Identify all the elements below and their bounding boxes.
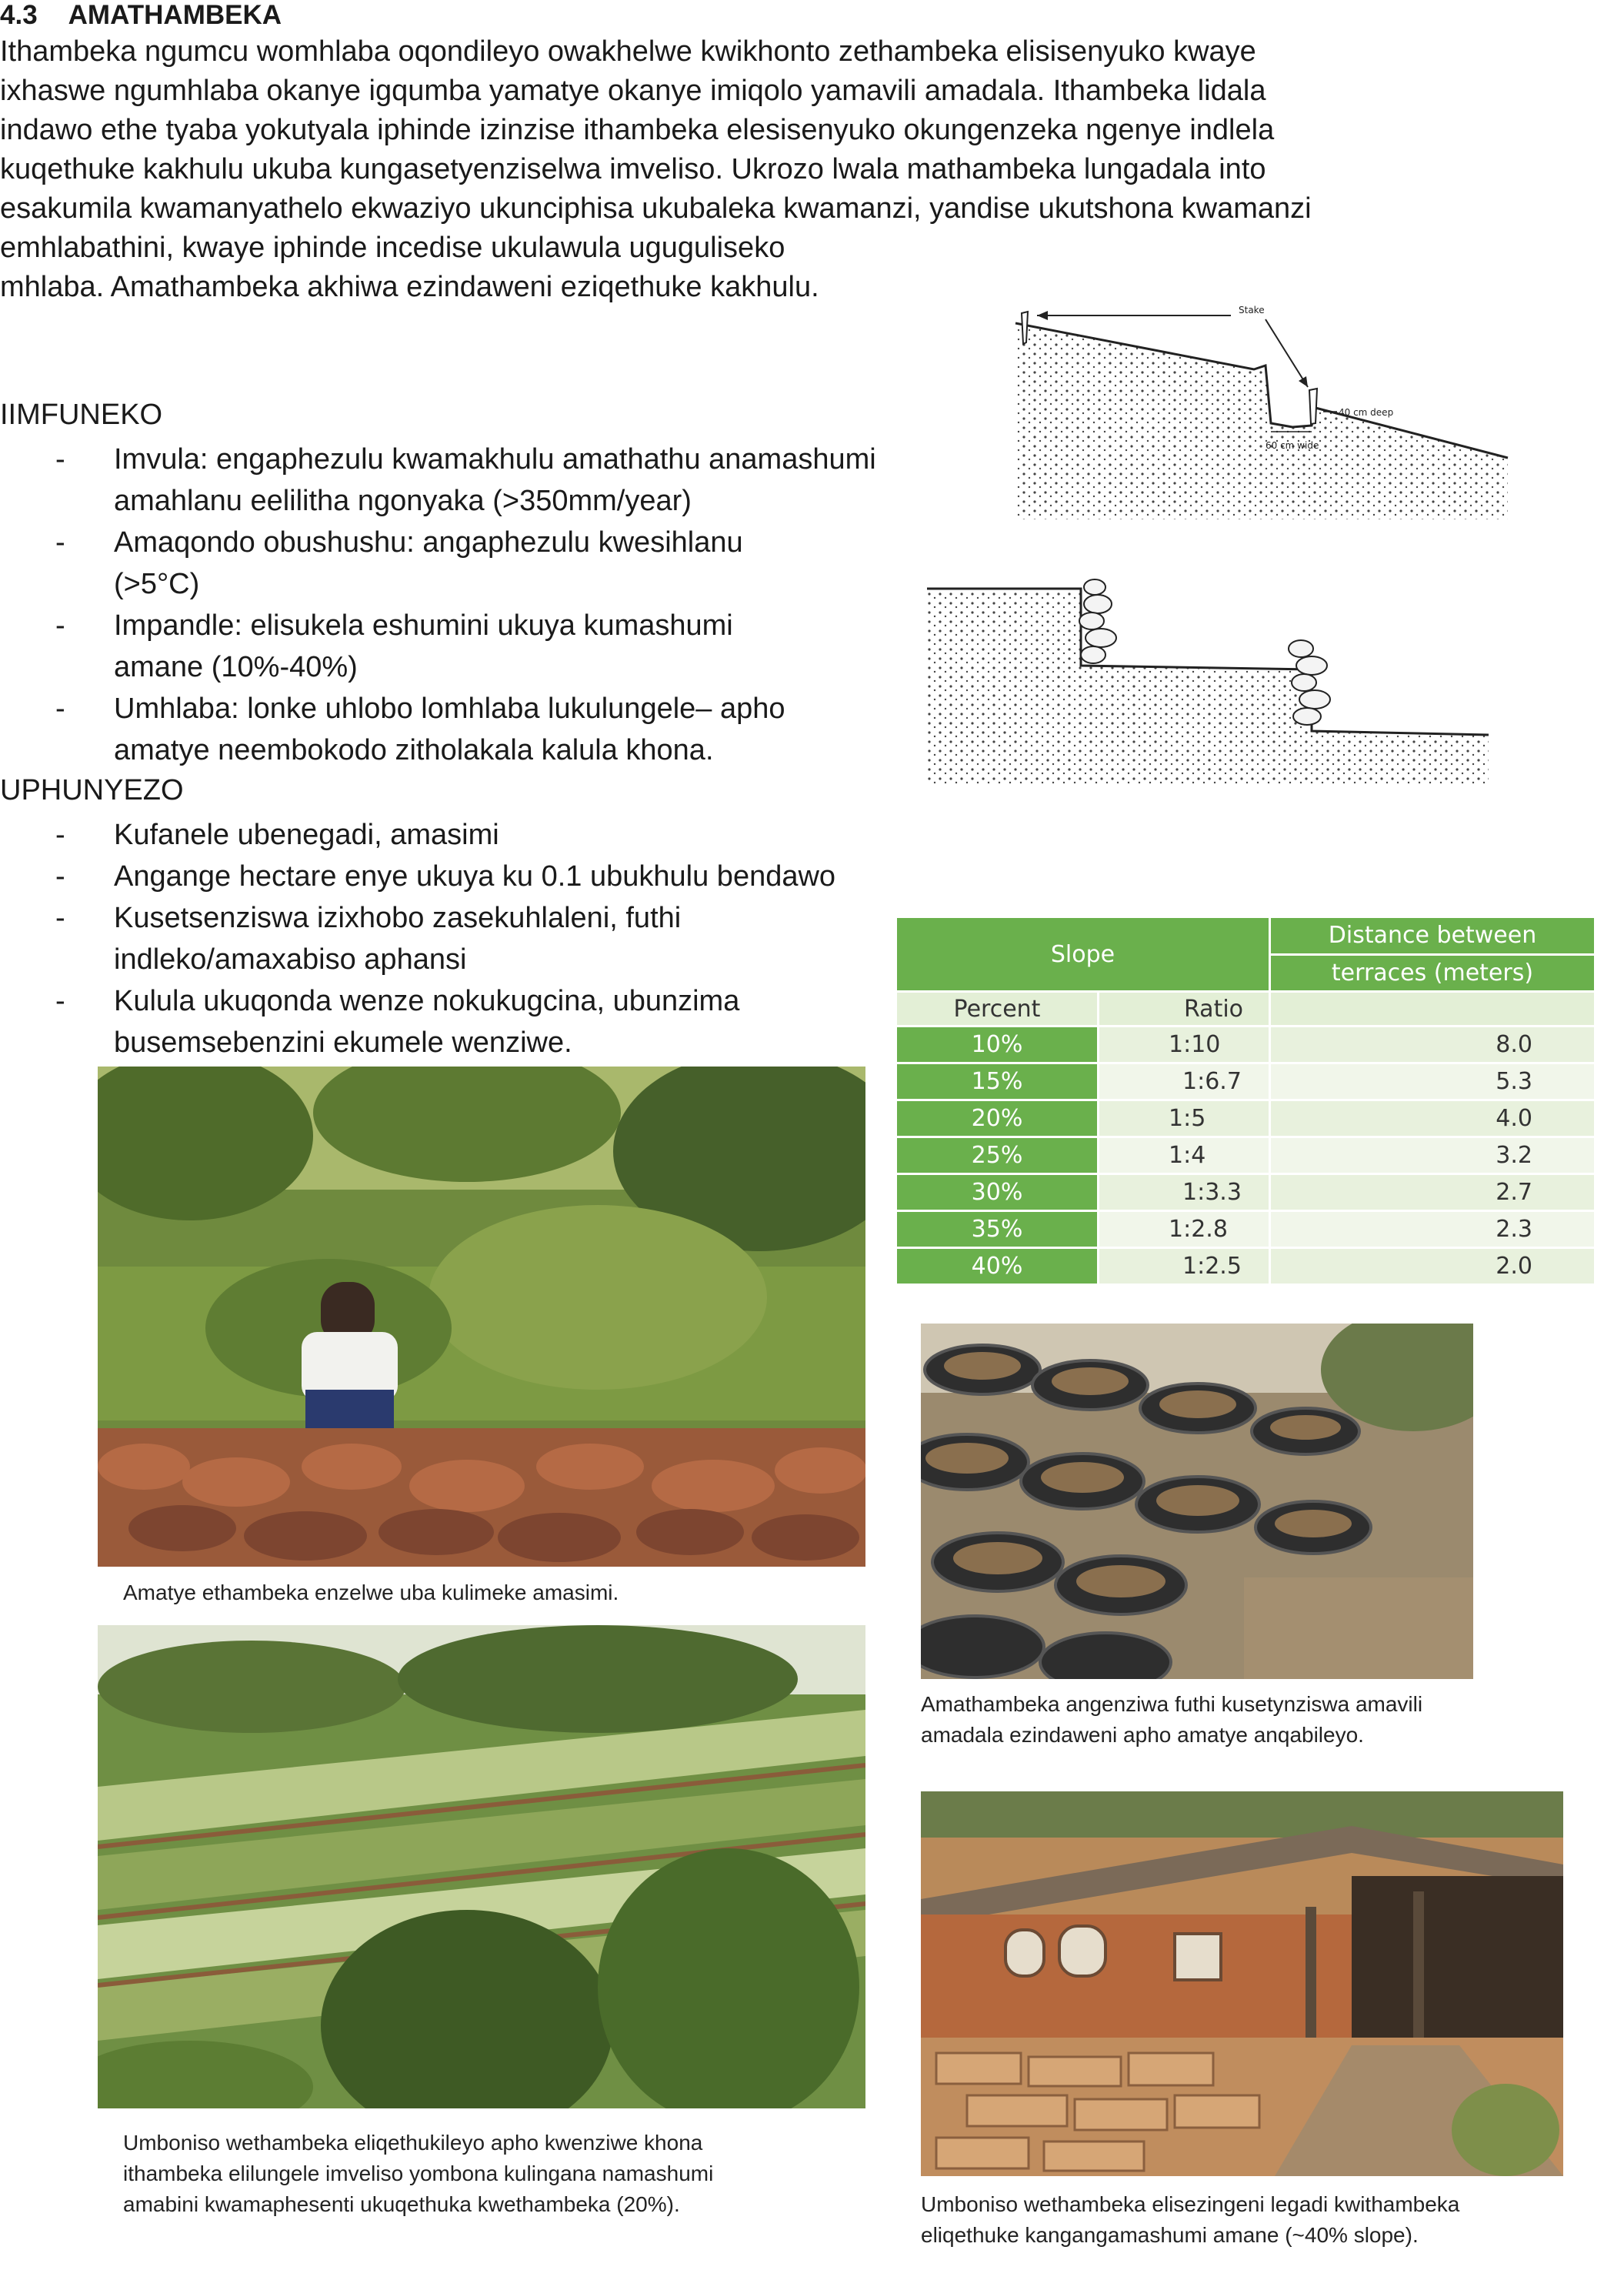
trench-terrace-sketch (1000, 296, 1523, 519)
intro-line: mhlaba. Amathambeka akhiwa ezindaweni eziqethuke kakhulu. (0, 271, 819, 303)
table-row (897, 1212, 1594, 1247)
ratio-subheader: Ratio (1099, 993, 1269, 1025)
tyre-terrace-image (921, 1324, 1473, 1679)
caption-line: Amathambeka angenziwa futhi kusetynziswa amavili (921, 1692, 1423, 1716)
section-number: 4.3 (0, 0, 38, 30)
summary-list (0, 814, 923, 1063)
percent-cell: 35% (897, 1212, 1097, 1247)
hillside-terrace-image (98, 1625, 865, 2108)
section-heading (0, 0, 282, 31)
list-item: - Angange hectare enye ukuya ku 0.1 ubukhulu bendawo (0, 856, 923, 897)
intro-line: kuqethuke kakhulu ukuba kungasetyenziselwa imveliso. Ukrozo lwala mathambeka lungadala into (0, 153, 1266, 185)
depth-label: 40 cm deep (1339, 407, 1394, 418)
trench-terrace-diagram (1000, 296, 1523, 519)
list-item: - Kulula ukuqonda wenze nokukugcina, ubunzima busemsebenzini ekumele wenziwe. (0, 980, 923, 1063)
distance-cell: 3.2 (1271, 1138, 1594, 1173)
stone-terrace-diagram (927, 573, 1489, 785)
ratio-cell: 1:5 (1099, 1101, 1269, 1136)
intro-line: esakumila kwamanyathelo ekwaziyo ukunciphisa ukubaleka kwamanzi, yandise ukutshona kwamanzi (0, 192, 1312, 225)
list-item-line: Kusetsenziswa izixhobo zasekuhlaleni, futhi (114, 902, 682, 934)
percent-cell: 20% (897, 1101, 1097, 1136)
width-label: 60 cm wide (1266, 440, 1319, 451)
tyre-terrace-photo (921, 1324, 1473, 1679)
intro-line: emhlabathini, kwaye iphinde incedise ukulawula uguguliseko (0, 232, 785, 264)
tyre-terrace-caption (921, 1689, 1422, 1751)
caption-line: Umboniso wethambeka eliqethukileyo apho kwenziwe khona (123, 2131, 703, 2155)
caption-line: amadala ezindaweni apho amatye anqabileyo. (921, 1723, 1364, 1747)
table-row (897, 1064, 1594, 1099)
intro-paragraph (0, 32, 1477, 307)
intro-line: ixhaswe ngumhlaba okanye igqumba yamatye okanye imiqolo yamavili amadala. Ithambeka lidala (0, 75, 1266, 107)
caption-line: ithambeka elilungele imveliso yombona kulingana namashumi (123, 2162, 714, 2185)
caption-line: amabini kwamaphesenti ukuqethuka kwethambeka (20%). (123, 2192, 680, 2216)
list-item: - Kufanele ubenegadi, amasimi (0, 814, 923, 856)
list-item-line: Kufanele ubenegadi, amasimi (114, 819, 499, 851)
percent-cell: 40% (897, 1249, 1097, 1284)
stone-terrace-caption (123, 1577, 619, 1608)
list-item: - Kusetsenziswa izixhobo zasekuhlaleni, futhi indleko/amaxabiso aphansi (0, 897, 923, 980)
distance-header-line2: terraces (meters) (1271, 956, 1594, 991)
ratio-cell: 1:3.3 (1099, 1175, 1269, 1210)
hillside-caption (123, 2128, 713, 2220)
house-terrace-photo (921, 1791, 1563, 2176)
stone-terrace-sketch (927, 573, 1489, 785)
list-item-line: amatye neembokodo zitholakala kalula khona. (114, 734, 714, 766)
caption-line: Amatye ethambeka enzelwe uba kulimeke amasimi. (123, 1581, 619, 1604)
house-caption (921, 2189, 1459, 2251)
stone-terrace-photo (98, 1067, 865, 1567)
requirements-title: IIMFUNEKO (0, 399, 163, 431)
requirements-list (0, 439, 923, 771)
slope-header: Slope (897, 918, 1269, 990)
list-item-line: indleko/amaxabiso aphansi (114, 943, 467, 976)
list-item-line: (>5°C) (114, 568, 200, 600)
percent-cell: 25% (897, 1138, 1097, 1173)
list-item-line: Umhlaba: lonke uhlobo lomhlaba lukulungele– apho (114, 693, 785, 725)
list-item-line: Impandle: elisukela eshumini ukuya kumashumi (114, 609, 733, 642)
distance-cell: 4.0 (1271, 1101, 1594, 1136)
ratio-cell: 1:2.8 (1099, 1212, 1269, 1247)
list-item: - Umhlaba: lonke uhlobo lomhlaba lukulungele– apho amatye neembokodo zitholakala kalula khona. (0, 688, 923, 771)
percent-cell: 10% (897, 1027, 1097, 1062)
ratio-cell: 1:2.5 (1099, 1249, 1269, 1284)
distance-cell: 2.3 (1271, 1212, 1594, 1247)
section-title: AMATHAMBEKA (68, 0, 282, 30)
summary-title: UPHUNYEZO (0, 774, 184, 806)
stone-terrace-image (98, 1067, 865, 1567)
distance-header-line1: Distance between (1271, 918, 1594, 953)
list-item-line: Imvula: engaphezulu kwamakhulu amathathu anamashumi (114, 443, 876, 476)
intro-line: Ithambeka ngumcu womhlaba oqondileyo owakhelwe kwikhonto zethambeka elisisenyuko kwaye (0, 35, 1256, 68)
table-row (897, 1101, 1594, 1136)
caption-line: Umboniso wethambeka elisezingeni legadi kwithambeka (921, 2192, 1460, 2216)
distance-cell: 8.0 (1271, 1027, 1594, 1062)
list-item-line: Kulula ukuqonda wenze nokukugcina, ubunzima (114, 985, 740, 1017)
hillside-terrace-photo (98, 1625, 865, 2108)
intro-line: indawo ethe tyaba yokutyala iphinde izinzise ithambeka elesisenyuko okungenzeka ngenye indlela (0, 114, 1275, 146)
percent-cell: 30% (897, 1175, 1097, 1210)
percent-subheader: Percent (897, 993, 1097, 1025)
house-terrace-image (921, 1791, 1563, 2176)
slope-table (895, 916, 1596, 1286)
list-item-line: Angange hectare enye ukuya ku 0.1 ubukhulu bendawo (114, 860, 836, 893)
caption-line: eliqethuke kangangamashumi amane (~40% slope). (921, 2223, 1419, 2247)
table-row (897, 1175, 1594, 1210)
list-item-line: busemsebenzini ekumele wenziwe. (114, 1027, 572, 1059)
stake-label: Stake (1239, 305, 1265, 315)
distance-cell: 2.0 (1271, 1249, 1594, 1284)
list-item: - Imvula: engaphezulu kwamakhulu amathathu anamashumi amahlanu eelilitha ngonyaka (>350mm/year) (0, 439, 923, 522)
table-row (897, 1138, 1594, 1173)
distance-cell: 5.3 (1271, 1064, 1594, 1099)
list-item-line: amahlanu eelilitha ngonyaka (>350mm/year) (114, 485, 692, 517)
list-item: - Impandle: elisukela eshumini ukuya kumashumi amane (10%-40%) (0, 605, 923, 688)
percent-cell: 15% (897, 1064, 1097, 1099)
empty-subheader (1271, 993, 1594, 1025)
ratio-cell: 1:6.7 (1099, 1064, 1269, 1099)
distance-cell: 2.7 (1271, 1175, 1594, 1210)
ratio-cell: 1:10 (1099, 1027, 1269, 1062)
ratio-cell: 1:4 (1099, 1138, 1269, 1173)
list-item-line: amane (10%-40%) (114, 651, 358, 683)
list-item-line: Amaqondo obushushu: angaphezulu kwesihlanu (114, 526, 743, 559)
table-row (897, 1249, 1594, 1284)
table-row (897, 1027, 1594, 1062)
list-item: - Amaqondo obushushu: angaphezulu kwesihlanu (>5°C) (0, 522, 923, 605)
